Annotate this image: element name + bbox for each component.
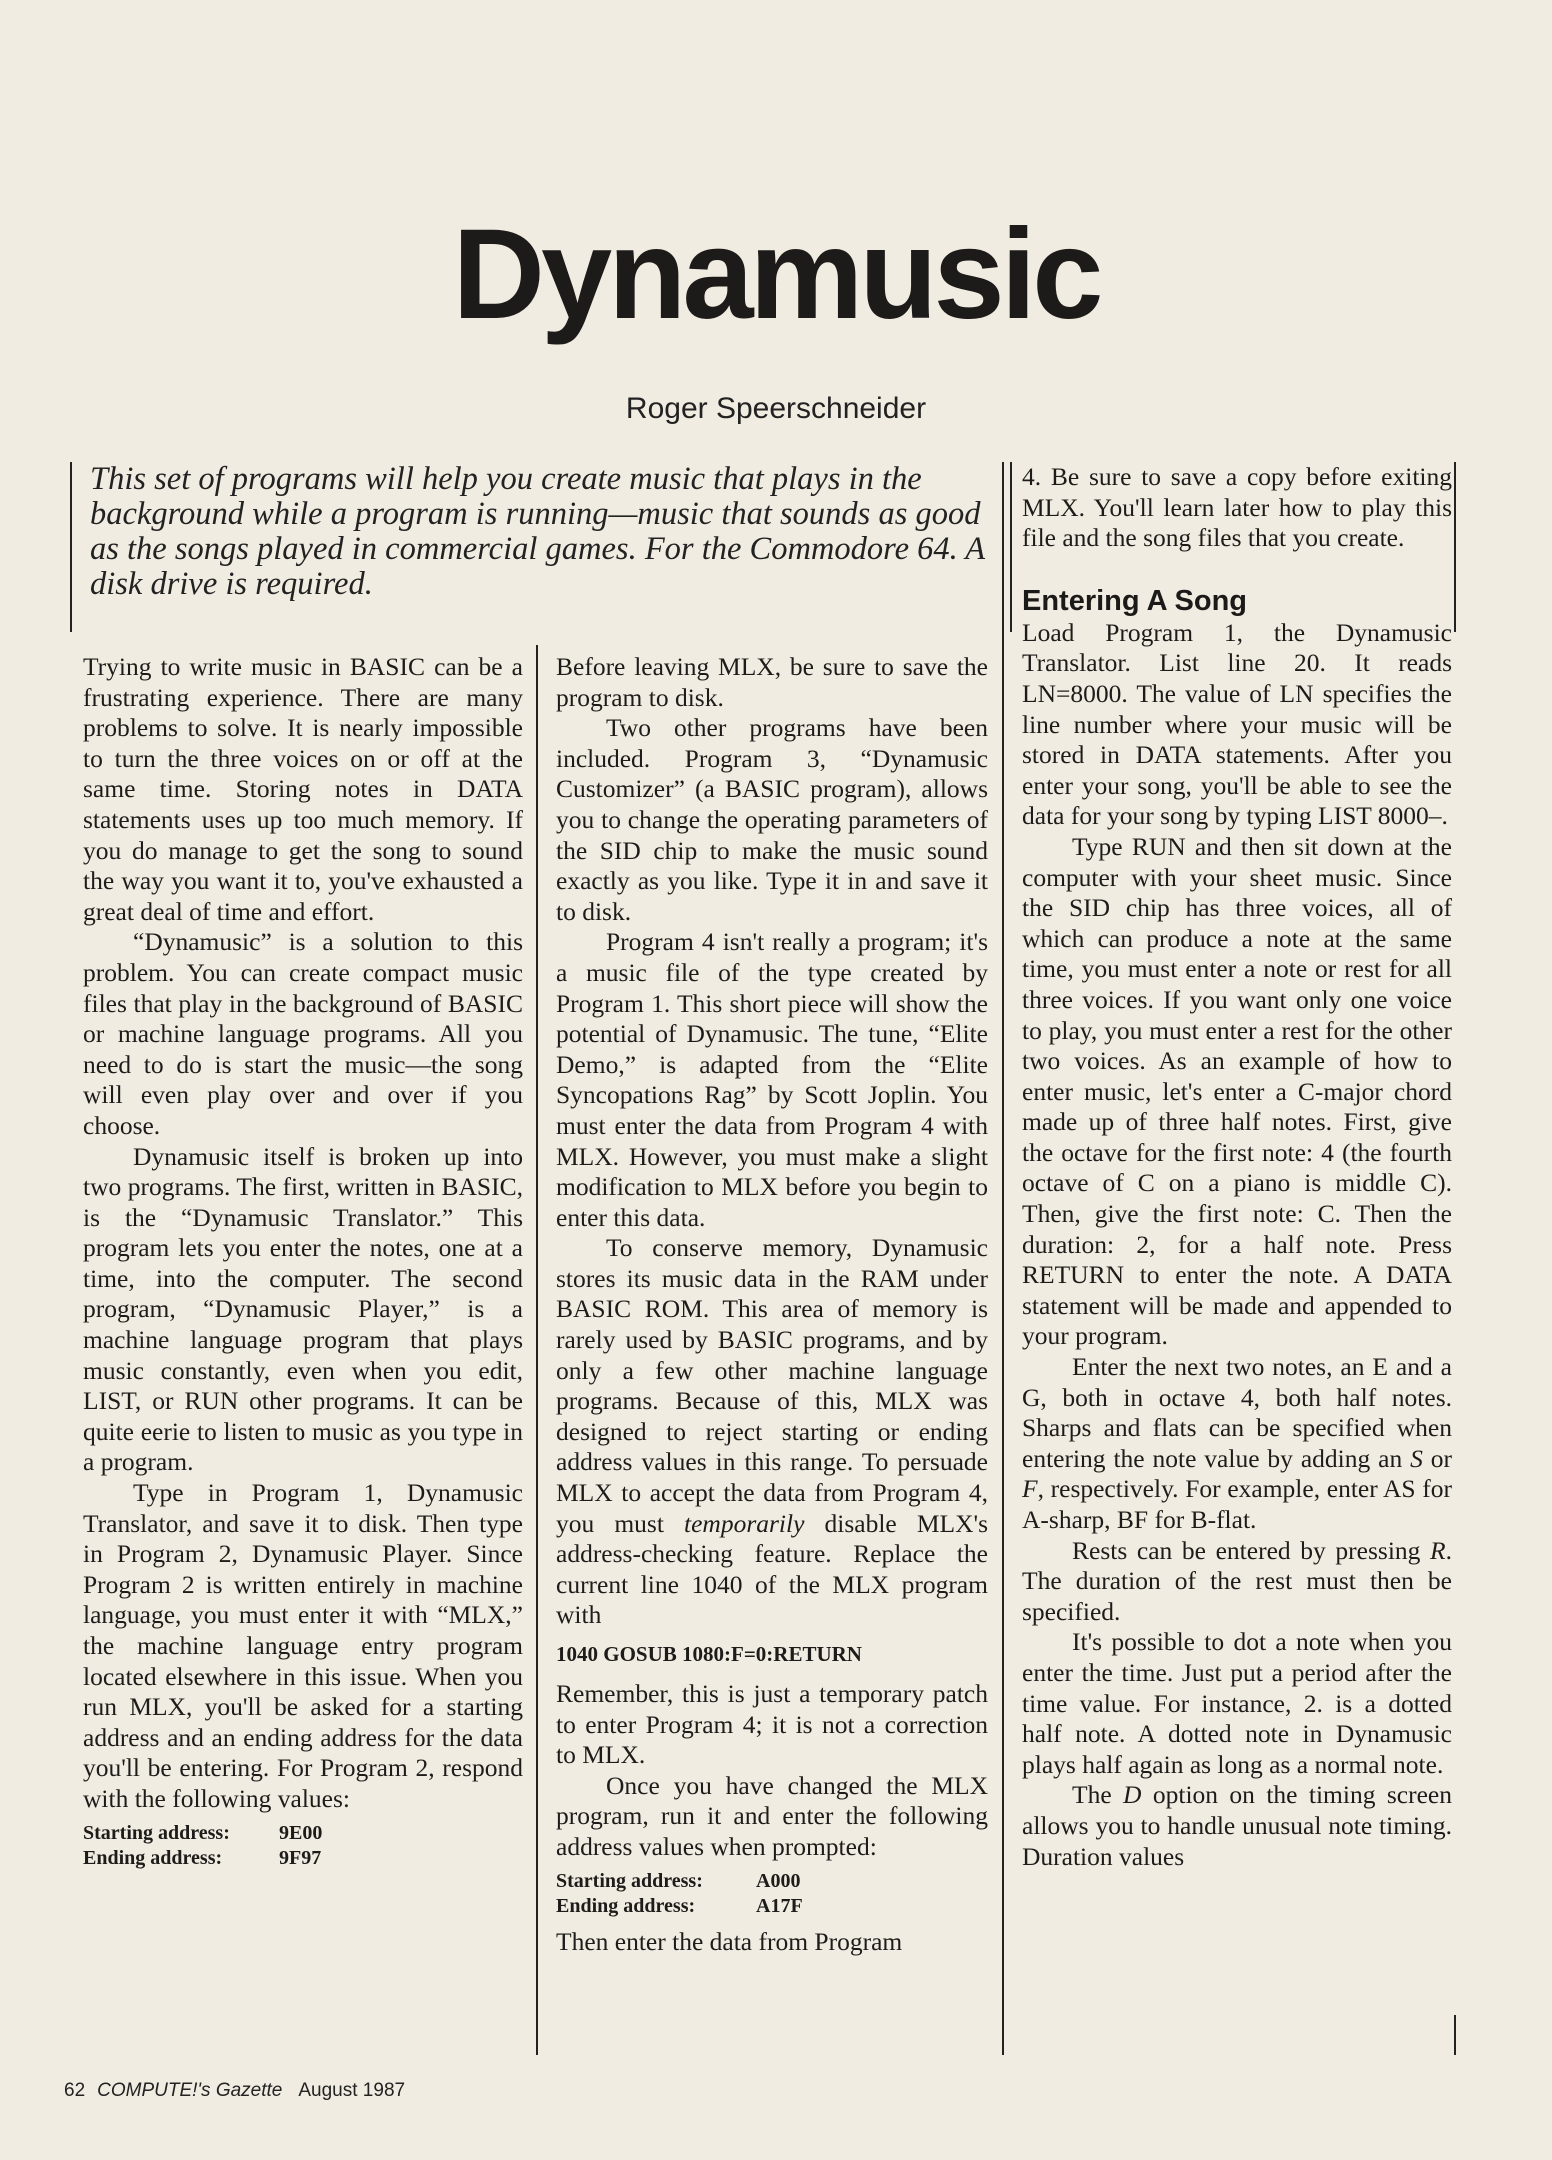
col3-paragraph: 4. Be sure to save a copy before exiting MLX. You'll learn later how to play this file and the song files that you create. <box>1022 462 1452 553</box>
col3-paragraph: Load Program 1, the Dynamusic Translator. List line 20. It reads LN=8000. The value of LN specifies the line number where your music will be stored in DATA statements. After you enter your song, you'll be able to see the data for your song by typing LIST 8000–. <box>1022 617 1452 831</box>
col1-paragraph: “Dynamusic” is a solution to this problem. You can create compact music files that play in the background of BASIC or machine language programs. All you need to do is start the music—the song will even play over and over if you choose. <box>83 927 523 1140</box>
col2-paragraph: Before leaving MLX, be sure to save the program to disk. <box>556 652 988 712</box>
column-rule-right <box>1454 462 1456 632</box>
text-run: disable MLX's address-checking feature. Replace the current line 1040 of the MLX program with <box>556 1508 988 1630</box>
start-address-label: Starting address: <box>83 1821 230 1844</box>
col3-paragraph: It's possible to dot a note when you enter the time. Just put a period after the time value. For instance, 2. is a dotted half note. A dotted note in Dynamusic plays half again as long as a normal note. <box>1022 1627 1452 1779</box>
column-rule-1 <box>536 645 538 2055</box>
column-rule-right-bottom <box>1454 2015 1456 2055</box>
column-3 <box>1022 462 1452 1872</box>
col2-address-block <box>556 1869 988 1919</box>
end-address-label: Ending address: <box>556 1894 696 1917</box>
column-rule-2 <box>1002 462 1004 2055</box>
col1-address-block <box>83 1821 523 1871</box>
text-run: or <box>1422 1443 1453 1473</box>
issue-date: August 1987 <box>298 2080 406 2101</box>
start-address-label: Starting address: <box>556 1869 703 1892</box>
deck-text: This set of programs will help you create music that plays in the background while a program is running—music that sounds as good as the songs played in commercial games. For the Commodore 64. A disk drive is required. <box>90 461 985 602</box>
page-number: 62 <box>64 2080 86 2101</box>
article-deck <box>70 462 1012 632</box>
col2-paragraph: Two other programs have been included. Program 3, “Dynamusic Customizer” (a BASIC program), allows you to change the operating parameters of the SID chip to make the music sound exactly as you like. Type it in and save it to disk. <box>556 713 988 926</box>
text-run: The <box>1072 1780 1124 1810</box>
col3-paragraph <box>1022 1780 1452 1872</box>
col2-paragraph: Once you have changed the MLX program, run it and enter the following address values when prompted: <box>556 1770 988 1861</box>
start-address-value: 9E00 <box>279 1821 323 1844</box>
col3-paragraph: Type RUN and then sit down at the computer with your sheet music. Since the SID chip has three voices, all of which can produce a note at the same time, you must enter a note or rest for all three voices. If you want only one voice to play, you must enter a rest for the other two voices. As an example of how to enter music, let's enter a C-major chord made up of three half notes. First, give the octave for the first note: 4 (the fourth octave of C on a piano is middle C). Then, give the first note: C. Then the duration: 2, for a half note. Press RETURN to enter the note. A DATA statement will be made and appended to your program. <box>1022 831 1452 1351</box>
text-run: option on the timing screen allows you to handle unusual note timing. Duration values <box>1022 1780 1452 1871</box>
col1-paragraph: Dynamusic itself is broken up into two programs. The first, written in BASIC, is the “Dynamusic Translator.” This program lets you enter the notes, one at a time, into the computer. The second program, “Dynamusic Player,” is a machine language program that plays music constantly, even when you edit, LIST, or RUN other programs. It can be quite eerie to listen to music as you type in a program. <box>83 1141 523 1477</box>
publication-name: COMPUTE!'s Gazette <box>97 2080 283 2101</box>
text-run: . The duration of the rest must then be specified. <box>1022 1535 1452 1626</box>
col2-paragraph: Remember, this is just a temporary patch to enter Program 4; it is not a correction to MLX. <box>556 1679 988 1770</box>
emphasis-text: S <box>1410 1443 1423 1473</box>
start-address-value: A000 <box>756 1869 801 1892</box>
text-run: Enter the next two notes, an E and a G, both in octave 4, both half notes. Sharps and flats can be specified when entering the note value by adding an <box>1022 1352 1452 1473</box>
text-run: Rests can be entered by pressing <box>1072 1535 1431 1565</box>
col1-paragraph: Type in Program 1, Dynamusic Translator, and save it to disk. Then type in Program 2, Dynamusic Player. Since Program 2 is written entirely in machine language, you must enter it with “MLX,” the machine language entry program located elsewhere in this issue. When you run MLX, you'll be asked for a starting address and an ending address for the data you'll be entering. For Program 2, respond with the following values: <box>83 1478 523 1813</box>
end-address-value: A17F <box>756 1894 803 1917</box>
page-footer <box>64 2080 405 2102</box>
deck-rule-right <box>1010 462 1012 632</box>
article-title: Dynamusic <box>452 203 1100 346</box>
col1-paragraph: Trying to write music in BASIC can be a frustrating experience. There are many problems to solve. It is nearly impossible to turn the three voices on or off at the same time. Storing notes in DATA statements uses up too much memory. If you do manage to get the song to sound the way you want it to, you've exhausted a great deal of time and effort. <box>83 652 523 926</box>
article-author: Roger Speerschneider <box>625 392 927 425</box>
end-address-value: 9F97 <box>279 1846 322 1869</box>
emphasis-text: D <box>1123 1780 1142 1810</box>
emphasis-text: F <box>1022 1474 1038 1504</box>
emphasis-text: temporarily <box>684 1508 805 1538</box>
col3-paragraph <box>1022 1352 1452 1536</box>
end-address-label: Ending address: <box>83 1846 223 1869</box>
section-heading: Entering A Song <box>1022 584 1248 617</box>
column-2 <box>556 652 988 1957</box>
col2-paragraph: Program 4 isn't really a program; it's a music file of the type created by Program 1. This short piece will show the potential of Dynamusic. The tune, “Elite Demo,” is adapted from the “Elite Syncopations Rag” by Scott Joplin. You must enter the data from Program 4 with MLX. However, you must make a slight modification to MLX before you begin to enter this data. <box>556 927 988 1232</box>
col3-paragraph <box>1022 1536 1452 1628</box>
col2-paragraph <box>556 1233 988 1631</box>
column-1 <box>83 652 523 1871</box>
text-run: To conserve memory, Dynamusic stores its music data in the RAM under BASIC ROM. This area of memory is rarely used by BASIC programs, and by only a few other machine language programs. Because of this, MLX was designed to reject starting or ending address values in this range. To persuade MLX to accept the data from Program 4, you must <box>556 1233 988 1538</box>
code-listing: 1040 GOSUB 1080:F=0:RETURN <box>556 1642 862 1666</box>
text-run: , respectively. For example, enter AS for A-sharp, BF for B-flat. <box>1022 1474 1452 1534</box>
emphasis-text: R <box>1430 1535 1446 1565</box>
col2-paragraph: Then enter the data from Program <box>556 1926 903 1956</box>
